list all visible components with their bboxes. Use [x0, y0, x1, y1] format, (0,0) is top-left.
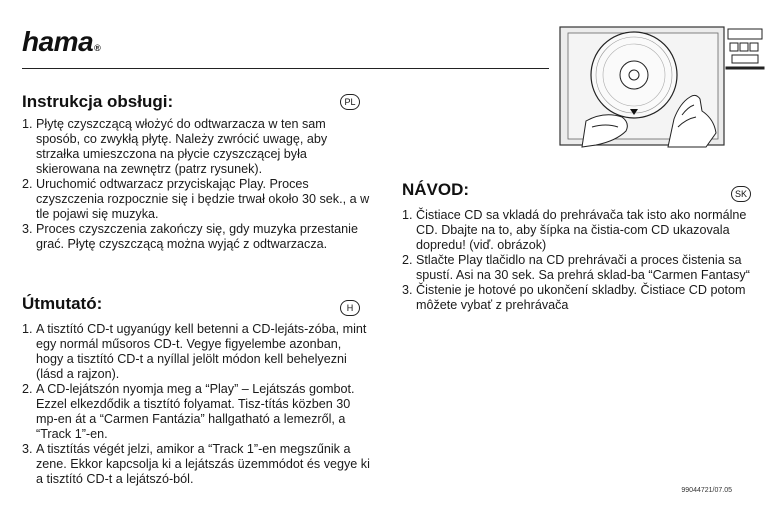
- step-number: 3.: [402, 283, 413, 297]
- pl-step-3: [22, 222, 370, 252]
- hu-step-2: [22, 382, 370, 442]
- step-number: 3.: [22, 222, 33, 236]
- document-code: 99044721/07.05: [681, 487, 732, 494]
- header-rule: [22, 68, 549, 69]
- pl-language-badge: PL: [340, 94, 360, 110]
- hu-heading: Útmutató:: [22, 294, 103, 313]
- hu-step-1: [22, 322, 370, 382]
- step-text: A CD-lejátszón nyomja meg a “Play” – Lejátszás gombot. Ezzel elkezdődik a tisztító folyamat. Tisz-títás közben 30 mp-en át a “Carmen Fantázia” hallgatható a lemezről, a “Track 1”-en.: [36, 382, 355, 441]
- cd-insertion-illustration: [556, 23, 766, 148]
- step-text: Stlačte Play tlačidlo na CD prehrávači a proces čistenia sa spustí. Asi na 30 sek. Sa prehrá sklad-ba “Carmen Fantasy“: [416, 253, 750, 282]
- pl-steps-list: [22, 117, 370, 252]
- pl-heading: Instrukcja obsługi:: [22, 92, 174, 111]
- sk-language-badge: SK: [731, 186, 751, 202]
- step-number: 3.: [22, 442, 33, 456]
- cleaning-cd: [591, 32, 677, 118]
- registered-mark: ®: [94, 43, 101, 53]
- step-text: Płytę czyszczącą włożyć do odtwarzacza w ten sam sposób, co zwykłą płytę. Należy zwrócić uwagę, aby strzałka umieszczona na płycie czyszczącej była skierowana na zewnętrz (patrz rysunek).: [36, 117, 328, 176]
- step-number: 1.: [402, 208, 413, 222]
- step-text: Proces czyszczenia zakończy się, gdy muzyka przestanie grać. Płytę czyszczącą można wyjąć z odtwarzacza.: [36, 222, 358, 251]
- hu-steps-list: [22, 322, 370, 487]
- step-number: 1.: [22, 117, 33, 131]
- sk-step-3: [402, 283, 750, 313]
- step-text: Čistiace CD sa vkladá do prehrávača tak isto ako normálne CD. Dbajte na to, aby šípka na čistia-com CD ukazovala dopredu! (viď. obrázok): [416, 208, 747, 252]
- pl-step-2: [22, 177, 370, 222]
- step-text: Čistenie je hotové po ukončení skladby. Čistiace CD potom môžete vybať z prehrávača: [416, 283, 746, 312]
- sk-steps-list: [402, 208, 750, 313]
- step-text: A tisztítás végét jelzi, amikor a “Track 1”-en megszűnik a zene. Ekkor kapcsolja ki a lejátszás üzemmódot és vegye ki a tisztító CD-t a lejátszó-ból.: [36, 442, 370, 486]
- step-number: 2.: [22, 382, 33, 396]
- sk-step-2: [402, 253, 750, 283]
- player-buttons: [726, 29, 764, 69]
- hu-step-3: [22, 442, 370, 487]
- hu-language-badge: H: [340, 300, 360, 316]
- step-number: 1.: [22, 322, 33, 336]
- step-number: 2.: [22, 177, 33, 191]
- step-number: 2.: [402, 253, 413, 267]
- hama-logo: hama®: [22, 26, 101, 57]
- sk-step-1: [402, 208, 750, 253]
- pl-step-1: [22, 117, 370, 177]
- step-text: Uruchomić odtwarzacz przyciskając Play. Proces czyszczenia rozpocznie się i będzie trwał około 30 sek., a w tle pojawi się muzyka.: [36, 177, 370, 221]
- step-text: A tisztító CD-t ugyanúgy kell betenni a CD-lejáts-zóba, mint egy normál műsoros CD-t. Vegye figyelembe azonban, hogy a tisztító CD-t a nyíllal jelölt módon kell behelyezni (lásd a rajzon).: [36, 322, 367, 381]
- sk-heading: NÁVOD:: [402, 180, 470, 199]
